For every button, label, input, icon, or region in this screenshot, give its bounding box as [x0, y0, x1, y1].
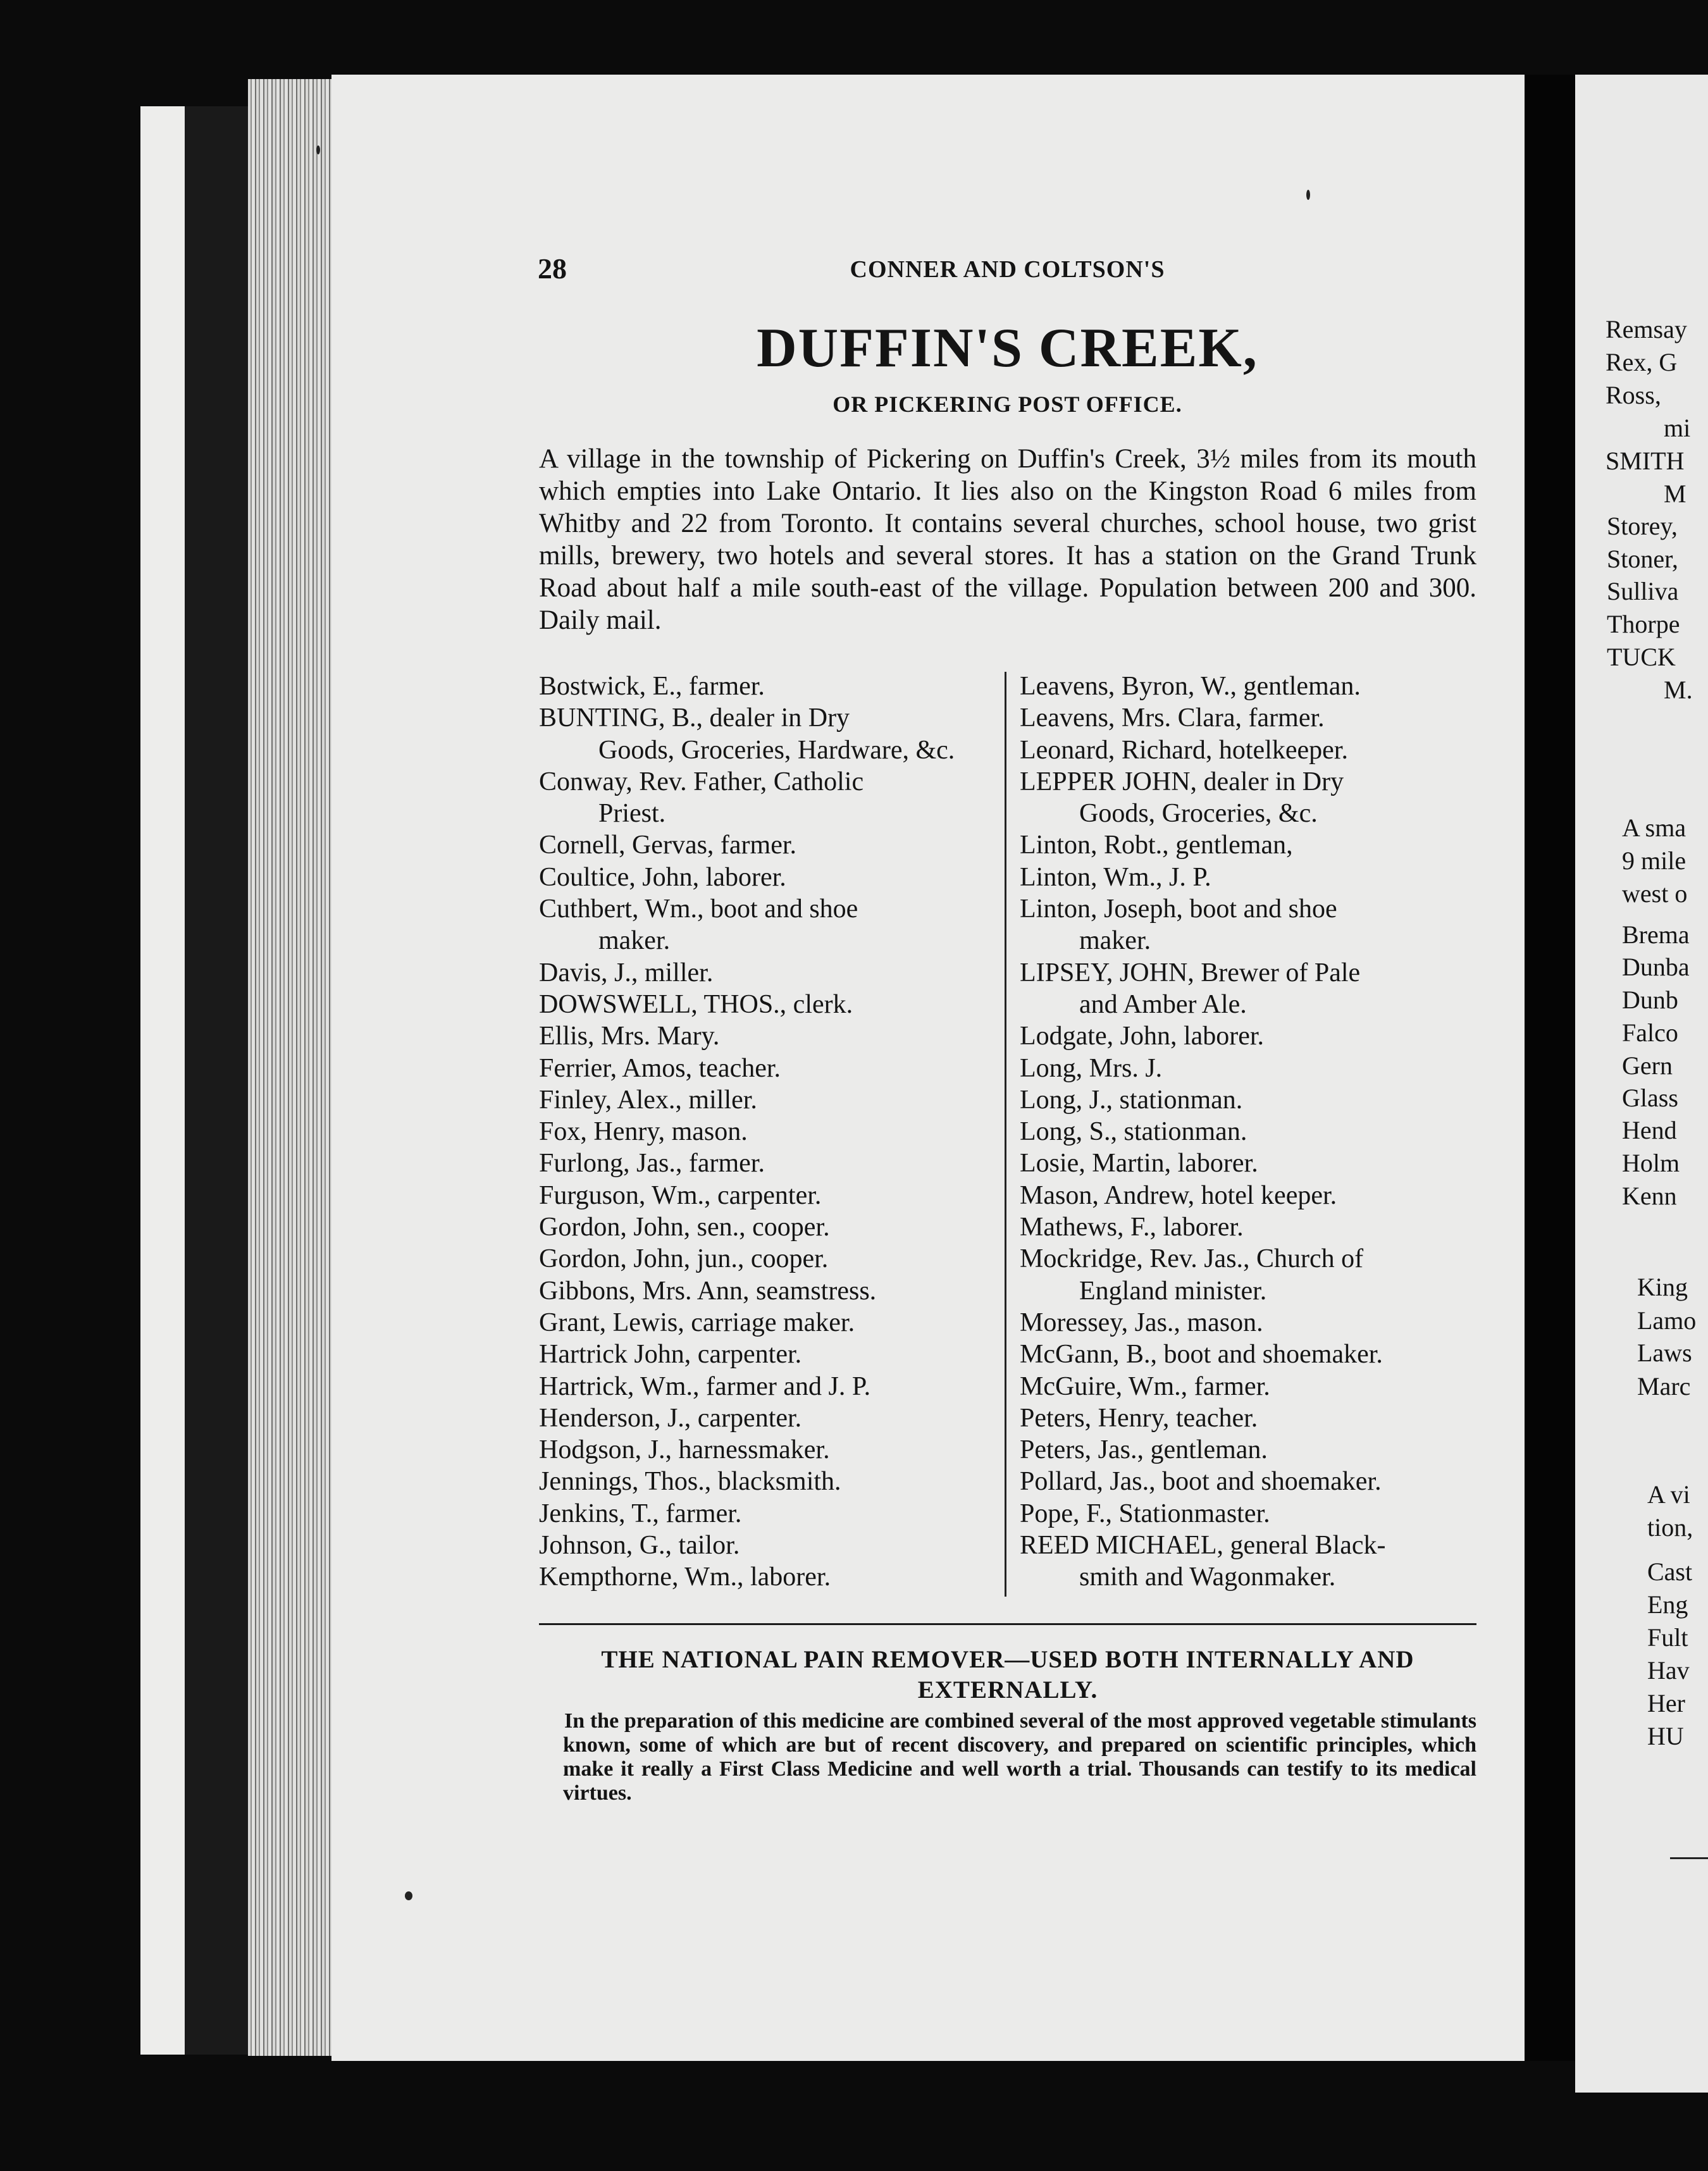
- facing-page-fragment: tion,: [1647, 1513, 1693, 1542]
- entry-continuation: maker.: [1079, 926, 1151, 956]
- advert-heading: THE NATIONAL PAIN REMOVER—USED BOTH INTERNALLY AND EXTERNALLY.: [601, 1646, 1414, 1704]
- facing-page-fragment: TUCK: [1607, 643, 1676, 671]
- directory-entry: [1020, 702, 1476, 734]
- entry-text: Linton, Wm., J. P.: [1020, 862, 1211, 892]
- entry-continuation: Priest.: [598, 799, 666, 829]
- entry-text: Furguson, Wm., carpenter.: [539, 1180, 822, 1210]
- entry-text: Jenkins, T., farmer.: [539, 1499, 742, 1528]
- facing-page-rule: [1670, 1857, 1708, 1859]
- entry-text: LIPSEY, JOHN, Brewer of Pale: [1020, 958, 1361, 987]
- facing-page-fragment: Fult: [1647, 1623, 1688, 1652]
- directory-entry: [1020, 671, 1476, 702]
- directory-entry: [1020, 862, 1476, 893]
- page-number: 28: [538, 252, 567, 285]
- directory-entry: [1020, 1307, 1476, 1339]
- entry-text: Hodgson, J., harnessmaker.: [539, 1435, 830, 1465]
- page-edges: [248, 79, 331, 2056]
- entry-text: Gordon, John, jun., cooper.: [539, 1244, 829, 1274]
- entry-text: Pope, F., Stationmaster.: [1020, 1499, 1270, 1528]
- directory-entry: [1020, 1466, 1476, 1497]
- directory-entry: [539, 957, 996, 989]
- facing-page-fragment: King: [1637, 1273, 1688, 1301]
- entry-text: Kempthorne, Wm., laborer.: [539, 1562, 831, 1592]
- directory-entry: [539, 1434, 996, 1466]
- entry-continuation: Goods, Groceries, Hardware, &c.: [598, 735, 955, 765]
- facing-page: [1575, 75, 1708, 2093]
- facing-page-fragment: Holm: [1622, 1149, 1680, 1177]
- entry-text: Peters, Henry, teacher.: [1020, 1403, 1258, 1433]
- directory-entry: [1020, 957, 1476, 1021]
- directory-entry: [539, 1498, 996, 1530]
- facing-page-fragment: mi: [1664, 414, 1691, 442]
- directory-entry: [539, 1339, 996, 1370]
- binding-shadow: [185, 106, 248, 2055]
- facing-page-fragment: HU: [1647, 1722, 1684, 1750]
- directory-entry: [539, 1275, 996, 1307]
- facing-page-fragment: A sma: [1622, 813, 1686, 842]
- facing-page-fragment: Dunba: [1622, 953, 1690, 981]
- directory-entry: [1020, 1116, 1476, 1147]
- directory-entry: [1020, 829, 1476, 861]
- directory-entry: [539, 989, 996, 1020]
- entry-text: Johnson, G., tailor.: [539, 1531, 740, 1561]
- directory-entry: [1020, 1434, 1476, 1466]
- directory-entry: [539, 829, 996, 861]
- entry-continuation: smith and Wagonmaker.: [1079, 1562, 1336, 1592]
- facing-page-fragment: Hav: [1647, 1656, 1690, 1685]
- book-gutter: [1525, 75, 1575, 2061]
- facing-page-fragment: M: [1664, 479, 1686, 508]
- directory-entry: [1020, 1402, 1476, 1434]
- facing-page-fragment: Remsay: [1606, 315, 1687, 343]
- entry-text: Lodgate, John, laborer.: [1020, 1022, 1265, 1051]
- directory-entry: [1020, 1084, 1476, 1116]
- entry-text: Mason, Andrew, hotel keeper.: [1020, 1180, 1337, 1210]
- entry-text: Davis, J., miller.: [539, 958, 714, 987]
- directory-entry: [1020, 1053, 1476, 1084]
- facing-page-fragment: Sulliva: [1607, 577, 1679, 605]
- facing-page-fragment: Hend: [1622, 1116, 1677, 1144]
- entry-text: Cuthbert, Wm., boot and shoe: [539, 894, 858, 924]
- directory-entry: [539, 1243, 996, 1275]
- entry-text: Conway, Rev. Father, Catholic: [539, 767, 864, 796]
- entry-text: Moressey, Jas., mason.: [1020, 1308, 1263, 1337]
- facing-page-fragment: M.: [1664, 676, 1693, 704]
- entry-text: LEPPER JOHN, dealer in Dry: [1020, 767, 1344, 796]
- facing-page-fragment: Her: [1647, 1689, 1685, 1717]
- column-divider: [1005, 672, 1006, 1597]
- directory-entry: [539, 1020, 996, 1052]
- ink-speck: [316, 145, 320, 154]
- entry-text: DOWSWELL, THOS., clerk.: [539, 989, 853, 1019]
- entry-text: Henderson, J., carpenter.: [539, 1403, 802, 1433]
- entry-text: Long, Mrs. J.: [1020, 1053, 1163, 1083]
- entry-text: Linton, Joseph, boot and shoe: [1020, 894, 1337, 924]
- entry-text: Finley, Alex., miller.: [539, 1085, 757, 1115]
- directory-entry: [1020, 1147, 1476, 1179]
- entry-continuation: England minister.: [1079, 1276, 1267, 1306]
- directory-entry: [1020, 734, 1476, 766]
- section-divider: [539, 1623, 1476, 1625]
- facing-page-fragment: Laws: [1637, 1339, 1692, 1367]
- entry-text: Mockridge, Rev. Jas., Church of: [1020, 1244, 1364, 1274]
- directory-column-right: [1020, 671, 1476, 1593]
- directory-entry: [1020, 1020, 1476, 1052]
- running-title: CONNER AND COLTSON'S: [850, 256, 1165, 283]
- directory-entry: [539, 766, 996, 830]
- directory-entry: [1020, 1371, 1476, 1402]
- facing-page-fragment: Storey,: [1607, 512, 1678, 540]
- facing-page-fragment: SMITH: [1606, 447, 1685, 475]
- directory-entry: [539, 1530, 996, 1561]
- entry-text: Hartrick, Wm., farmer and J. P.: [539, 1371, 871, 1401]
- directory-entry: [539, 1053, 996, 1084]
- entry-continuation: Goods, Groceries, &c.: [1079, 799, 1318, 829]
- directory-entry: [539, 1561, 996, 1593]
- outer-margin: [140, 106, 185, 2055]
- directory-entry: [539, 1307, 996, 1339]
- entry-text: Losie, Martin, laborer.: [1020, 1149, 1258, 1178]
- directory-entry: [539, 671, 996, 702]
- entry-text: Long, S., stationman.: [1020, 1117, 1247, 1147]
- directory-entry: [539, 702, 996, 766]
- directory-entry: [1020, 766, 1476, 830]
- entry-text: Linton, Robt., gentleman,: [1020, 831, 1293, 860]
- directory-entry: [1020, 1243, 1476, 1307]
- entry-continuation: and Amber Ale.: [1079, 989, 1247, 1019]
- advert-body: In the preparation of this medicine are combined several of the most approved vegetable stimulants known, some of which are but of recent discovery, and prepared on scientific principles, which make it really a First Class Medicine and well worth a trial. Thousands can testify to its medical virtues.: [563, 1709, 1476, 1805]
- entry-text: REED MICHAEL, general Black-: [1020, 1531, 1386, 1561]
- directory-entry: [539, 1211, 996, 1243]
- ink-speck: [1306, 190, 1310, 200]
- entry-text: Grant, Lewis, carriage maker.: [539, 1308, 855, 1337]
- page-title: DUFFIN'S CREEK,: [757, 318, 1258, 379]
- facing-page-fragment: Kenn: [1622, 1182, 1677, 1210]
- ink-speck: [405, 1891, 412, 1900]
- entry-text: McGuire, Wm., farmer.: [1020, 1371, 1270, 1401]
- facing-page-fragment: west o: [1622, 879, 1688, 908]
- entry-text: Gordon, John, sen., cooper.: [539, 1213, 830, 1242]
- entry-text: Ferrier, Amos, teacher.: [539, 1053, 781, 1083]
- entry-text: Leonard, Richard, hotelkeeper.: [1020, 735, 1348, 765]
- directory-entry: [539, 1116, 996, 1147]
- entry-text: BUNTING, B., dealer in Dry: [539, 703, 850, 733]
- directory-entry: [539, 893, 996, 957]
- directory-entry: [539, 1402, 996, 1434]
- entry-text: Cornell, Gervas, farmer.: [539, 831, 797, 860]
- directory-entry: [539, 1084, 996, 1116]
- entry-text: Pollard, Jas., boot and shoemaker.: [1020, 1467, 1382, 1497]
- directory-entry: [1020, 1498, 1476, 1530]
- facing-page-fragment: 9 mile: [1622, 846, 1686, 875]
- facing-page-fragment: Glass: [1622, 1084, 1678, 1112]
- entry-continuation: maker.: [598, 926, 671, 956]
- entry-text: Furlong, Jas., farmer.: [539, 1149, 765, 1178]
- facing-page-fragment: Rex, G: [1606, 348, 1678, 376]
- intro-paragraph: A village in the township of Pickering on Duffin's Creek, 3½ miles from its mouth which empties into Lake Ontario. It lies also on the Kingston Road 6 miles from Whitby and 22 from Toronto. It contains several churches, school house, two grist mills, brewery, two hotels and several stores. It has a station on the Grand Trunk Road about half a mile south-east of the village. Population between 200 and 300. Daily mail.: [539, 444, 1476, 635]
- entry-text: McGann, B., boot and shoemaker.: [1020, 1340, 1383, 1370]
- directory-entry: [1020, 1211, 1476, 1243]
- facing-page-fragment: Eng: [1647, 1590, 1688, 1619]
- entry-text: Leavens, Mrs. Clara, farmer.: [1020, 703, 1325, 733]
- entry-text: Ellis, Mrs. Mary.: [539, 1022, 720, 1051]
- facing-page-fragment: Stoner,: [1607, 545, 1678, 573]
- facing-page-fragment: Marc: [1637, 1372, 1691, 1401]
- directory-entry: [1020, 1530, 1476, 1593]
- directory-column-left: [539, 671, 996, 1593]
- entry-text: Peters, Jas., gentleman.: [1020, 1435, 1268, 1465]
- directory-entry: [539, 1466, 996, 1497]
- entry-text: Coultice, John, laborer.: [539, 862, 786, 892]
- directory-entry: [1020, 1180, 1476, 1211]
- facing-page-fragment: Lamo: [1637, 1306, 1697, 1335]
- entry-text: Jennings, Thos., blacksmith.: [539, 1467, 841, 1497]
- entry-text: Gibbons, Mrs. Ann, seamstress.: [539, 1276, 877, 1306]
- entry-text: Leavens, Byron, W., gentleman.: [1020, 672, 1361, 701]
- facing-page-fragment: Thorpe: [1607, 610, 1680, 638]
- directory-entry: [1020, 1339, 1476, 1370]
- directory-entry: [1020, 893, 1476, 957]
- directory-entry: [539, 1180, 996, 1211]
- directory-entry: [539, 1147, 996, 1179]
- directory-entry: [539, 862, 996, 893]
- facing-page-fragment: A vi: [1647, 1480, 1690, 1509]
- page-subtitle: OR PICKERING POST OFFICE.: [832, 392, 1182, 417]
- directory-entry: [539, 1371, 996, 1402]
- facing-page-fragment: Cast: [1647, 1557, 1693, 1586]
- entry-text: Long, J., stationman.: [1020, 1085, 1243, 1115]
- facing-page-fragment: Dunb: [1622, 986, 1678, 1014]
- facing-page-fragment: Ross,: [1606, 381, 1661, 409]
- facing-page-fragment: Brema: [1622, 920, 1690, 949]
- entry-text: Bostwick, E., farmer.: [539, 672, 765, 701]
- facing-page-fragment: Falco: [1622, 1018, 1678, 1047]
- entry-text: Hartrick John, carpenter.: [539, 1340, 802, 1370]
- entry-text: Fox, Henry, mason.: [539, 1117, 748, 1147]
- entry-text: Mathews, F., laborer.: [1020, 1213, 1244, 1242]
- facing-page-fragment: Gern: [1622, 1051, 1673, 1080]
